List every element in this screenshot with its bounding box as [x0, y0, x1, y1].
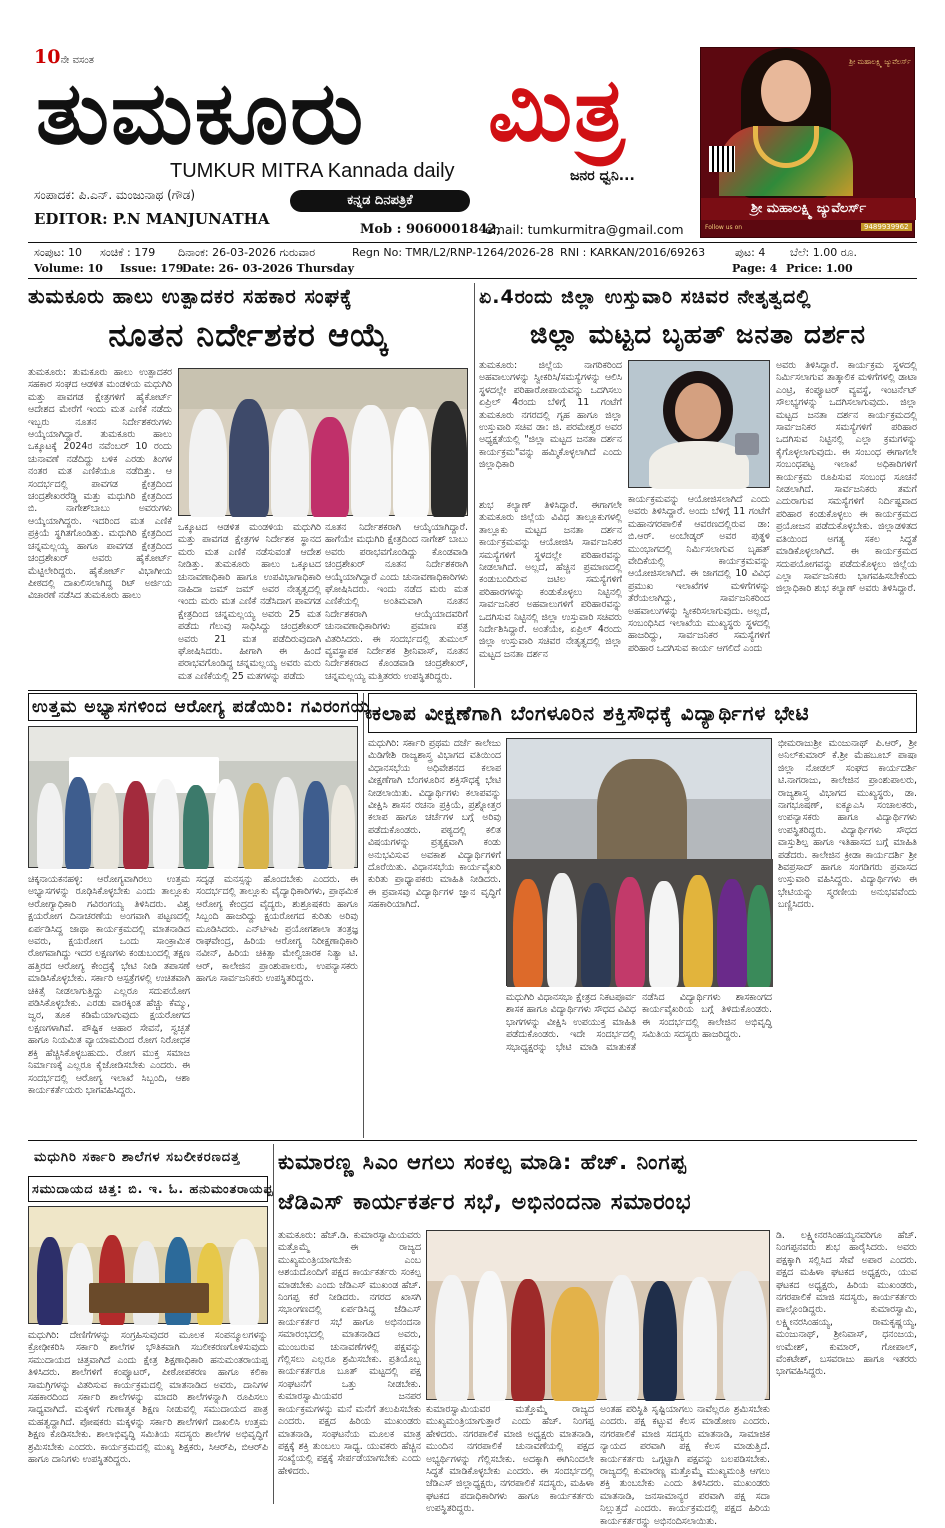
logo-red: ಮಿತ್ರ: [488, 58, 627, 161]
meta-issue-en: Issue: 179: [120, 262, 184, 275]
ad-follow: Follow us on: [705, 224, 743, 231]
story1-photo: [178, 368, 468, 516]
story1-col3: ನೂತನ ನಿರ್ದೇಶಕರಾಗಿ ಆಯ್ಕೆಯಾಗಿದ್ದಾರೆ. ಹಾಗೆಯೇ ಮಧುಗಿರಿ ಕ್ಷೇತ್ರದಿಂದ ನಾಗೇಶ್ ಬಾಬು ಅವರು ಪರಾಭವಗೊಂಡಿದ್ದು ಕೊಂಡವಾಡಿ ಚಂದ್ರಶೇಖರ್ ನೂತನ ನಿರ್ದೇಶಕರಾಗಿ ಆಯ್ಕೆಯಾಗಿದ್ದಾರೆ ಎಂದು ಚುನಾವಣಾಧಿಕಾರಿಗಳು ಘೋಷಿಸಿದರು. ಇಂದು ನಡೆದ ಮರು ಮತ ಎಣಿಕೆಯಲ್ಲಿ ಅಂತಿಮವಾಗಿ ನೂತನ ನಿರ್ದೇಶಕರಾಗಿ ಆಯ್ಕೆಯಾದವರಿಗೆ ಚುನಾವಣಾಧಿಕಾರಿಗಳು ಪ್ರಮಾಣ ಪತ್ರ ವಿತರಿಸಿದರು. ಈ ಸಂದರ್ಭದಲ್ಲಿ ತುಮುಲ್ ವ್ಯವಸ್ಥಾಪಕ ನಿರ್ದೇಶಕ ಶ್ರೀನಿವಾಸ್, ನೂತನ ನಿರ್ದೇಶಕರಾದ ಕೊಂಡವಾಡಿ ಚಂದ್ರಶೇಖರ್, ಚನ್ನಮಲ್ಲಯ್ಯ ಮತ್ತಿತರರು ಉಪಸ್ಥಿತರಿದ್ದರು.: [325, 522, 468, 682]
story6-col1: ತುಮಕೂರು: ಹೆಚ್.ಡಿ. ಕುಮಾರಸ್ವಾಮಿಯವರು ಮತ್ತೊಮ್ಮೆ ಈ ರಾಜ್ಯದ ಮುಖ್ಯಮಂತ್ರಿಯಾಗಬೇಕು ಎಂಬ ಆಶಯದೊಂದಿಗೆ ಪಕ್ಷದ ಕಾರ್ಯಕರ್ತರು ಸಂಕಲ್ಪ ಮಾಡಬೇಕು ಎಂದು ಜೆಡಿಎಸ್ ಮುಖಂಡ ಹೆಚ್. ನಿಂಗಪ್ಪ ಕರೆ ನೀಡಿದರು. ನಗರದ ಖಾಸಗಿ ಸಭಾಂಗಣದಲ್ಲಿ ಏರ್ಪಡಿಸಿದ್ದ ಜೆಡಿಎಸ್ ಕಾರ್ಯಕರ್ತರ ಸಭೆ ಹಾಗೂ ಅಭಿನಂದನಾ ಸಮಾರಂಭದಲ್ಲಿ ಮಾತನಾಡಿದ ಅವರು, ಮುಂಬರುವ ಚುನಾವಣೆಗಳಲ್ಲಿ ಪಕ್ಷವನ್ನು ಗೆಲ್ಲಿಸಲು ಎಲ್ಲರೂ ಶ್ರಮಿಸಬೇಕು. ಪ್ರತಿಯೊಬ್ಬ ಕಾರ್ಯಕರ್ತರೂ ಬೂತ್ ಮಟ್ಟದಲ್ಲಿ ಪಕ್ಷ ಸಂಘಟನೆಗೆ ಒತ್ತು ನೀಡಬೇಕು. ಕುಮಾರಸ್ವಾಮಿಯವರ ಜನಪರ ಕಾರ್ಯಕ್ರಮಗಳನ್ನು ಮನೆ ಮನೆಗೆ ತಲುಪಿಸಬೇಕು ಎಂದರು. ಪಕ್ಷದ ಹಿರಿಯ ಮುಖಂಡರು ಮಾತನಾಡಿ, ಸಂಘಟನೆಯ ಮೂಲಕ ಮಾತ್ರ ಪಕ್ಷಕ್ಕೆ ಶಕ್ತಿ ತುಂಬಲು ಸಾಧ್ಯ. ಯುವಕರು ಹೆಚ್ಚಿನ ಸಂಖ್ಯೆಯಲ್ಲಿ ಪಕ್ಷಕ್ಕೆ ಸೇರ್ಪಡೆಯಾಗಬೇಕು ಎಂದು ಹೇಳಿದರು.: [278, 1230, 421, 1477]
story2-col2b: ಕಾರ್ಯಕ್ರಮವನ್ನು ಆಯೋಜಿಸಲಾಗಿದೆ ಎಂದು ಅವರು ತಿಳಿಸಿದ್ದಾರೆ. ಅಂದು ಬೆಳಿಗ್ಗೆ 11 ಗಂಟೆಗೆ ಮಹಾನಗರಪಾಲಿಕೆ ಆವರಣದಲ್ಲಿರುವ ಡಾ: ಬಿ.ಆರ್. ಅಂಬೇಡ್ಕರ್ ಅವರ ಪುತ್ಥಳಿ ಮುಂಭಾಗದಲ್ಲಿ ನಿರ್ಮಿಸಲಾಗುವ ಬೃಹತ್ ವೇದಿಕೆಯಲ್ಲಿ ಕಾರ್ಯಕ್ರಮವನ್ನು ಆಯೋಜಿಸಲಾಗಿದೆ. ಈ ಜಾಗದಲ್ಲಿ 10 ವಿವಿಧ ಪ್ರಮುಖ ಇಲಾಖೆಗಳ ಮಳಿಗೆಗಳನ್ನು ತೆರೆಯಲಾಗಿದ್ದು, ಸಾರ್ವಜನಿಕರಿಂದ ಅಹವಾಲುಗಳನ್ನು ಸ್ವೀಕರಿಸಲಾಗುವುದು. ಅಲ್ಲದೆ, ಸಂಬಂಧಿಸಿದ ಇಲಾಖೆಯ ಮುಖ್ಯಸ್ಥರು ಸ್ಥಳದಲ್ಲಿ ಹಾಜರಿದ್ದು, ಸಾರ್ವಜನಿಕರ ಸಮಸ್ಯೆಗಳಿಗೆ ಪರಿಹಾರ ಒದಗಿಸುವ ಕಾರ್ಯ ಆಗಲಿದೆ ಎಂದು: [628, 494, 770, 654]
story4-col3: ಭೀಮರಾಜುಶ್ರೀ ಮಂಜುನಾಥ್ ಪಿ.ಆರ್, ಶ್ರೀ ಅನಿಲ್‌ಕುಮಾರ್ ಕೆ.ಶ್ರೀ ಮೆಹಬೂಬ್ ಪಾಷಾ ಜಿಲ್ಲಾ ನೋಡಲ್ ಸಂಘದ ಕಾರ್ಯದರ್ಶಿ ಟಿ.ನಾಗರಾಜು, ಕಾಲೇಜಿನ ಪ್ರಾಂಶುಪಾಲರು, ರಾಜ್ಯಶಾಸ್ತ್ರ ವಿಭಾಗದ ಮುಖ್ಯಸ್ಥರು, ಡಾ. ನಾಗಭೂಷಣ್, ಐಕ್ಯೂಎಸಿ ಸಂಚಾಲಕರು, ಉಪನ್ಯಾಸಕರು ಹಾಗೂ ವಿದ್ಯಾರ್ಥಿಗಳು ಉಪಸ್ಥಿತರಿದ್ದರು. ವಿದ್ಯಾರ್ಥಿಗಳು ಸೌಧದ ವಾಸ್ತುಶಿಲ್ಪ ಹಾಗೂ ಇತಿಹಾಸದ ಬಗ್ಗೆ ಮಾಹಿತಿ ಪಡೆದರು. ಕಾಲೇಜಿನ ಕ್ರೀಡಾ ಕಾರ್ಯದರ್ಶಿ ಶ್ರೀ ಶಿವಪ್ರಸಾದ್ ಹಾಗೂ ಸಂಗಡಿಗರು ಪ್ರವಾಸದ ಉಸ್ತುವಾರಿ ವಹಿಸಿದ್ದರು. ವಿದ್ಯಾರ್ಥಿಗಳು ಈ ಭೇಟಿಯನ್ನು ಸ್ಮರಣೀಯ ಅನುಭವವೆಂದು ಬಣ್ಣಿಸಿದರು.: [778, 738, 917, 911]
meta-page-en: Page: 4: [732, 262, 778, 275]
story1-headline: ನೂತನ ನಿರ್ದೇಶಕರ ಆಯ್ಕೆ: [108, 316, 390, 354]
meta-top-rule: [28, 242, 917, 243]
meta-price-kn: ಬೆಲೆ: 1.00 ರೂ.: [790, 246, 858, 259]
story2-col1b: ಶುಭ ಕಲ್ಯಾಣ್ ತಿಳಿಸಿದ್ದಾರೆ. ಈಗಾಗಲೇ ತುಮಕೂರು ಜಿಲ್ಲೆಯ ವಿವಿಧ ತಾಲ್ಲೂಕುಗಳಲ್ಲಿ ತಾಲ್ಲೂಕು ಮಟ್ಟದ ಜನತಾ ದರ್ಶನ ಕಾರ್ಯಕ್ರಮವನ್ನು ಆಯೋಜಿಸಿ ಸಾರ್ವಜನಿಕರ ಸಮಸ್ಯೆಗಳಿಗೆ ಸ್ಥಳದಲ್ಲೇ ಪರಿಹಾರವನ್ನು ನೀಡಲಾಗಿದೆ. ಅಲ್ಲದೆ, ಹೆಚ್ಚಿನ ಪ್ರಮಾಣದಲ್ಲಿ ಕಂಡುಬಂದಿರುವ ಜಟಿಲ ಸಮಸ್ಯೆಗಳಿಗೆ ಪರಿಹಾರಗಳನ್ನು ಕಂಡುಕೊಳ್ಳಲು ನಿಟ್ಟಿನಲ್ಲಿ ಸಾರ್ವಜನಿಕರ ಅಹವಾಲುಗಳಿಗೆ ಪರಿಹಾರವನ್ನು ಒದಗಿಸುವ ನಿಟ್ಟಿನಲ್ಲಿ ಜಿಲ್ಲಾ ಉಸ್ತುವಾರಿ ಸಚಿವರು ನಿರ್ದೇಶಿಸಿದ್ದಾರೆ. ಅಂತೆಯೇ, ಏಪ್ರಿಲ್ 4ರಂದು ಜಿಲ್ಲಾ ಉಸ್ತುವಾರಿ ಸಚಿವರ ನೇತೃತ್ವದಲ್ಲಿ ಜಿಲ್ಲಾ ಮಟ್ಟದ ಜನತಾ ದರ್ಶನ: [479, 500, 622, 660]
mob-number: Mob : 9060001842,: [360, 222, 501, 237]
meta-date-kn: ದಿನಾಂಕ: 26-03-2026 ಗುರುವಾರ: [178, 246, 316, 259]
divider-mid: [363, 693, 364, 1138]
meta-volume-kn: ಸಂಪುಟ: 10: [34, 246, 83, 259]
ad-phone: 9489939962: [861, 223, 912, 231]
meta-price-en: Price: 1.00: [786, 262, 853, 275]
ad-brand-bar: ಶ್ರೀ ಮಹಾಲಕ್ಷ್ಮಿ ಜ್ಯುವೆಲರ್ಸ್: [701, 198, 916, 220]
story1-col1: ತುಮಕೂರು: ತುಮಕೂರು ಹಾಲು ಉತ್ಪಾದಕರ ಸಹಕಾರ ಸಂಘದ ಆಡಳಿತ ಮಂಡಳಿಯ ಮಧುಗಿರಿ ಮತ್ತು ಪಾವಗಡ ಕ್ಷೇತ್ರಗಳಿಗೆ ಹೈಕೋರ್ಟ್ ಆದೇಶದ ಮೇರೆಗೆ ಇಂದು ಮತ ಎಣಿಕೆ ನಡೆದು ಇಬ್ಬರು ನೂತನ ನಿರ್ದೇಶಕರುಗಳು ಆಯ್ಕೆಯಾಗಿದ್ದಾರೆ. ತುಮಕೂರು ಹಾಲು ಒಕ್ಕೂಟಕ್ಕೆ 2024ರ ನವೆಂಬರ್ 10 ರಂದು ಚುನಾವಣೆ ನಡೆದಿದ್ದು ಬಳಿಕ ಎರಡು ತಿಂಗಳ ನಂತರ ಮತ ಎಣಿಕೆಯೂ ನಡೆದಿತ್ತು. ಆ ಸಂದರ್ಭದಲ್ಲಿ ಪಾವಗಡ ಕ್ಷೇತ್ರದಿಂದ ಚಂದ್ರಶೇಖರರೆಡ್ಡಿ ಮತ್ತು ಮಧುಗಿರಿ ಕ್ಷೇತ್ರದಿಂದ ಬಿ. ನಾಗೇಶ್‌ಬಾಬು ಅವರುಗಳು ಆಯ್ಕೆಯಾಗಿದ್ದರು. ಇದರಿಂದ ಮತ ಎಣಿಕೆ ಪ್ರಕ್ರಿಯೆ ಸ್ಥಗಿತಗೊಂಡಿತ್ತು. ಮಧುಗಿರಿ ಕ್ಷೇತ್ರದಿಂದ ಚನ್ನಮಲ್ಲಯ್ಯ ಹಾಗೂ ಪಾವಗಡ ಕ್ಷೇತ್ರದಿಂದ ಚಂದ್ರಶೇಖರ್ ಅವರು ಹೈಕೋರ್ಟ್ ಮೆಟ್ಟಿಲೇರಿದ್ದರು. ಹೈಕೋರ್ಟ್ ವಿಭಾಗೀಯ ಪೀಠದಲ್ಲಿ ದಾಖಲಿಸಲಾಗಿದ್ದ ರಿಟ್ ಅರ್ಜಿಯ ವಿಚಾರಣೆ ನಡೆಸಿದ ತುಮಕೂರು ಹಾಲು: [28, 367, 172, 602]
editor-en: EDITOR: P.N MANJUNATHA: [34, 210, 270, 228]
story5-kicker-visible: ಮಧುಗಿರಿ ಸರ್ಕಾರಿ ಶಾಲೆಗಳ ಸಬಲೀಕರಣದತ್ತ: [34, 1150, 241, 1165]
ad-model-face: [761, 60, 811, 122]
story4-photo: [506, 738, 772, 986]
meta-issue-kn: ಸಂಚಿಕೆ : 179: [100, 246, 156, 259]
story6-col3: ಅಂತಹ ಪರಿಸ್ಥಿತಿ ಸೃಷ್ಟಿಯಾಗಲು ನಾವೆಲ್ಲರೂ ಶ್ರಮಿಸಬೇಕು ಎಂದರು. ಪಕ್ಷ ಕಟ್ಟುವ ಕೆಲಸ ಮಾಡೋಣ ಎಂದರು. ನಗರಪಾಲಿಕೆ ಮಾಜಿ ಸದಸ್ಯರು ಮಾತನಾಡಿ, ಸಾಮಾಜಿಕ ನ್ಯಾಯದ ಪರವಾಗಿ ಪಕ್ಷ ಕೆಲಸ ಮಾಡುತ್ತಿದೆ. ಕಾರ್ಯಕರ್ತರು ಒಗ್ಗಟ್ಟಾಗಿ ಪಕ್ಷವನ್ನು ಬಲಪಡಿಸಬೇಕು. ರಾಜ್ಯದಲ್ಲಿ ಕುಮಾರಣ್ಣ ಮತ್ತೊಮ್ಮೆ ಮುಖ್ಯಮಂತ್ರಿ ಆಗಲು ಶಕ್ತಿ ತುಂಬಬೇಕು ಎಂದು ತಿಳಿಸಿದರು. ಮುಖಂಡರು ಮಾತನಾಡಿ, ಜನಸಾಮಾನ್ಯರ ಪರವಾಗಿ ಪಕ್ಷ ಸದಾ ನಿಲ್ಲುತ್ತದೆ ಎಂದರು. ಕಾರ್ಯಕ್ರಮದಲ್ಲಿ ಪಕ್ಷದ ಹಿರಿಯ ಕಾರ್ಯಕರ್ತರನ್ನು ಅಭಿನಂದಿಸಲಾಯಿತು.: [600, 1404, 770, 1527]
slogan: ಜನರ ಧ್ವನಿ...: [570, 168, 635, 184]
story5-headline: ಸಮುದಾಯದ ಚಿತ್ತ: ಬಿ. ಇ. ಓ. ಹನುಮಂತರಾಯಪ್ಪ: [32, 1181, 274, 1196]
meta-page-kn: ಪುಟ: 4: [735, 246, 766, 259]
story4-col2: ಮಧುಗಿರಿ ವಿಧಾನಸಭಾ ಕ್ಷೇತ್ರದ ನಿಕಟಪೂರ್ವ ಶಾಸಕ ಹಾಗೂ ವಿದ್ಯಾರ್ಥಿಗಳು ಸೌಧದ ವಿವಿಧ ಭಾಗಗಳನ್ನು ವೀಕ್ಷಿಸಿ ಉಪಯುಕ್ತ ಮಾಹಿತಿ ಪಡೆದುಕೊಂಡರು. ಇದೇ ಸಂದರ್ಭದಲ್ಲಿ ಸಭಾಧ್ಯಕ್ಷರನ್ನು ಭೇಟಿ ಮಾಡಿ ಮಾತುಕತೆ ನಡೆಸಿದ ವಿದ್ಯಾರ್ಥಿಗಳು ಶಾಸಕಾಂಗದ ಕಾರ್ಯವೈಖರಿಯ ಬಗ್ಗೆ ತಿಳಿದುಕೊಂಡರು. ಈ ಸಂದರ್ಭದಲ್ಲಿ ಕಾಲೇಜಿನ ಅಭಿವೃದ್ಧಿ ಸಮಿತಿಯ ಸದಸ್ಯರು ಹಾಜರಿದ್ದರು.: [506, 992, 772, 1053]
story2-kicker: ಏ.4ರಂದು ಜಿಲ್ಲಾ ಉಸ್ತುವಾರಿ ಸಚಿವರ ನೇತೃತ್ವದಲ್ಲಿ: [479, 286, 812, 308]
ad-brand-top: ಶ್ರೀ ಮಹಾಲಕ್ಷ್ಮಿ ಜ್ಯುವೆಲರ್ಸ್: [849, 58, 911, 66]
story4-col1: ಮಧುಗಿರಿ: ಸರ್ಕಾರಿ ಪ್ರಥಮ ದರ್ಜೆ ಕಾಲೇಜು ಮಿಡಿಗೇಶಿ ರಾಜ್ಯಶಾಸ್ತ್ರ ವಿಭಾಗದ ವತಿಯಿಂದ ವಿಧಾನಸಭೆಯ ಅಧಿವೇಶನದ ಕಲಾಪ ವೀಕ್ಷಣೆಗಾಗಿ ಬೆಂಗಳೂರಿನ ಶಕ್ತಿಸೌಧಕ್ಕೆ ಭೇಟಿ ನೀಡಲಾಯಿತು. ವಿದ್ಯಾರ್ಥಿಗಳು ಕಲಾಪವನ್ನು ವೀಕ್ಷಿಸಿ ಶಾಸನ ರಚನಾ ಪ್ರಕ್ರಿಯೆ, ಪ್ರಶ್ನೋತ್ತರ ಕಲಾಪ ಹಾಗೂ ಚರ್ಚೆಗಳ ಬಗ್ಗೆ ಅರಿವು ಪಡೆದುಕೊಂಡರು. ಪಠ್ಯದಲ್ಲಿ ಕಲಿತ ವಿಷಯಗಳನ್ನು ಪ್ರತ್ಯಕ್ಷವಾಗಿ ಕಂಡು ಅನುಭವಿಸುವ ಅವಕಾಶ ವಿದ್ಯಾರ್ಥಿಗಳಿಗೆ ದೊರೆಯಿತು. ವಿಧಾನಸಭೆಯ ಕಾರ್ಯವೈಖರಿ ಕುರಿತು ಪ್ರಾಧ್ಯಾಪಕರು ಮಾಹಿತಿ ನೀಡಿದರು. ಈ ಪ್ರವಾಸವು ವಿದ್ಯಾರ್ಥಿಗಳ ಜ್ಞಾನ ವೃದ್ಧಿಗೆ ಸಹಕಾರಿಯಾಗಿದೆ.: [368, 738, 501, 911]
divider-top: [474, 283, 475, 688]
volume-badge-suffix: ನೇ ವಸಂತ: [60, 55, 94, 66]
rule-mid1: [28, 690, 917, 691]
story2-headline: ಜಿಲ್ಲಾ ಮಟ್ಟದ ಬೃಹತ್ ಜನತಾ ದರ್ಶನ: [530, 320, 866, 350]
volume-badge-number: 10: [34, 46, 61, 68]
story2-col1a: ತುಮಕೂರು: ಜಿಲ್ಲೆಯ ನಾಗರಿಕರಿಂದ ಅಹವಾಲುಗಳನ್ನು ಸ್ವೀಕರಿಸಿ/ಸಮಸ್ಯೆಗಳನ್ನು ಆಲಿಸಿ ಸ್ಥಳದಲ್ಲೇ ಪರಿಹಾರೋಪಾಯವನ್ನು ಒದಗಿಸಲು ಏಪ್ರಿಲ್ 4ರಂದು ಬೆಳಿಗ್ಗೆ 11 ಗಂಟೆಗೆ ತುಮಕೂರು ನಗರದಲ್ಲಿ ಗೃಹ ಹಾಗೂ ಜಿಲ್ಲಾ ಉಸ್ತುವಾರಿ ಸಚಿವ ಡಾ: ಜಿ. ಪರಮೇಶ್ವರ ಅವರ ಅಧ್ಯಕ್ಷತೆಯಲ್ಲಿ "ಜಿಲ್ಲಾ ಮಟ್ಟದ ಜನತಾ ದರ್ಶನ ಕಾರ್ಯಕ್ರಮ"ವನ್ನು ಹಮ್ಮಿಕೊಳ್ಳಲಾಗಿದೆ ಎಂದು ಜಿಲ್ಲಾಧಿಕಾರಿ: [479, 360, 622, 471]
story6-headline: ಜೆಡಿಎಸ್ ಕಾರ್ಯಕರ್ತರ ಸಭೆ, ಅಭಿನಂದನಾ ಸಮಾರಂಭ: [278, 1190, 692, 1215]
meta-date-en: Date: 26- 03-2026 Thursday: [182, 262, 355, 275]
daily-badge: ಕನ್ನಡ ದಿನಪತ್ರಿಕೆ: [290, 190, 470, 212]
rule-mid2: [28, 1140, 917, 1141]
story1-kicker: ತುಮಕೂರು ಹಾಲು ಉತ್ಪಾದಕರ ಸಹಕಾರ ಸಂಘಕ್ಕೆ: [28, 285, 353, 308]
story5-col1: ಮಧುಗಿರಿ: ದೇಣಿಗೆಗಳನ್ನು ಸಂಗ್ರಹಿಸುವುದರ ಮೂಲಕ ಸಂಪನ್ಮೂಲಗಳನ್ನು ಕ್ರೋಢೀಕರಿಸಿ ಸರ್ಕಾರಿ ಶಾಲೆಗಳ ಭೌತಿಕವಾಗಿ ಸಬಲೀಕರಣಗೊಳಿಸುವುದು ಸಮುದಾಯದ ಚಿತ್ತವಾಗಿದೆ ಎಂದು ಕ್ಷೇತ್ರ ಶಿಕ್ಷಣಾಧಿಕಾರಿ ಹನುಮಂತರಾಯಪ್ಪ ತಿಳಿಸಿದರು. ಶಾಲೆಗಳಿಗೆ ಕಂಪ್ಯೂಟರ್, ಪೀಠೋಪಕರಣ ಹಾಗೂ ಕಲಿಕಾ ಸಾಮಗ್ರಿಗಳನ್ನು ವಿತರಿಸುವ ಕಾರ್ಯಕ್ರಮದಲ್ಲಿ ಮಾತನಾಡಿದ ಅವರು, ದಾನಿಗಳ ಸಹಕಾರದಿಂದ ಸರ್ಕಾರಿ ಶಾಲೆಗಳನ್ನು ಮಾದರಿ ಶಾಲೆಗಳನ್ನಾಗಿ ರೂಪಿಸಲು ಸಾಧ್ಯವಾಗಿದೆ. ಮಕ್ಕಳಿಗೆ ಗುಣಾತ್ಮಕ ಶಿಕ್ಷಣ ನೀಡುವಲ್ಲಿ ಸಮುದಾಯದ ಪಾತ್ರ ಮಹತ್ವದ್ದಾಗಿದೆ. ಪೋಷಕರು ಮಕ್ಕಳನ್ನು ಸರ್ಕಾರಿ ಶಾಲೆಗಳಿಗೆ ದಾಖಲಿಸಿ ಉತ್ತಮ ಶಿಕ್ಷಣ ಕೊಡಿಸಬೇಕು. ಶಾಲಾಭಿವೃದ್ಧಿ ಸಮಿತಿಯ ಸದಸ್ಯರು ಶಾಲೆಗಳ ಅಭಿವೃದ್ಧಿಗೆ ಶ್ರಮಿಸಬೇಕು ಎಂದರು. ಕಾರ್ಯಕ್ರಮದಲ್ಲಿ ಮುಖ್ಯ ಶಿಕ್ಷಕರು, ಸಿಆರ್‌ಪಿ, ಬಿಆರ್‌ಪಿ ಹಾಗೂ ದಾನಿಗಳು ಉಪಸ್ಥಿತರಿದ್ದರು.: [28, 1330, 268, 1466]
story3-col2: ಸದೃಢ ಮನಸ್ಸನ್ನು ಹೊಂದಬೇಕು ಎಂದರು. ಈ ಸಂದರ್ಭದಲ್ಲಿ ತಾಲ್ಲೂಕು ವೈದ್ಯಾಧಿಕಾರಿಗಳು, ಪ್ರಾಥಮಿಕ ಆರೋಗ್ಯ ಕೇಂದ್ರದ ವೈದ್ಯರು, ಶುಶ್ರೂಷಕರು ಹಾಗೂ ಸಿಬ್ಬಂದಿ ಹಾಜರಿದ್ದು ಕ್ಷಯರೋಗದ ಕುರಿತು ಅರಿವು ಮೂಡಿಸಿದರು. ಎನ್‌ಟಿಇಪಿ ಪ್ರಯೋಗಶಾಲಾ ತಂತ್ರಜ್ಞ ರಾಘವೇಂದ್ರ, ಹಿರಿಯ ಆರೋಗ್ಯ ನಿರೀಕ್ಷಣಾಧಿಕಾರಿ ನವೀನ್, ಹಿರಿಯ ಚಿಕಿತ್ಸಾ ಮೇಲ್ವಿಚಾರಕ ನಿತ್ಯಾ ಟಿ. ಆರ್, ಕಾಲೇಜಿನ ಪ್ರಾಂಶುಪಾಲರು, ಉಪನ್ಯಾಸಕರು ಹಾಗೂ ಸಾರ್ವಜನಿಕರು ಉಪಸ್ಥಿತರಿದ್ದರು.: [196, 874, 358, 985]
story6-kicker: ಕುಮಾರಣ್ಣ ಸಿಎಂ ಆಗಲು ಸಂಕಲ್ಪ ಮಾಡಿ: ಹೆಚ್. ನಿಂಗಪ್ಪ: [278, 1150, 687, 1174]
story3-photo: [28, 726, 358, 868]
logo-black: ತುಮಕೂರು: [36, 64, 366, 164]
qr-code-icon: [709, 146, 735, 172]
english-name: TUMKUR MITRA Kannada daily: [170, 160, 455, 182]
story6-photo: [426, 1230, 770, 1400]
story2-col3: ಅವರು ತಿಳಿಸಿದ್ದಾರೆ. ಕಾರ್ಯಕ್ರಮ ಸ್ಥಳದಲ್ಲಿ ನಿರ್ಮಿಸಲಾಗುವ ತಾತ್ಕಾಲಿಕ ಮಳಿಗೆಗಳಲ್ಲಿ ಡಾಟಾ ಎಂಟ್ರಿ, ಕಂಪ್ಯೂಟರ್ ವ್ಯವಸ್ಥೆ, ಇಂಟರ್ನೆಟ್ ಸೌಲಭ್ಯಗಳನ್ನು ಒದಗಿಸಲಾಗುವುದು. ಜಿಲ್ಲಾ ಮಟ್ಟದ ಜನತಾ ದರ್ಶನ ಕಾರ್ಯಕ್ರಮದಲ್ಲಿ ಸಾರ್ವಜನಿಕರ ಸಮಸ್ಯೆಗಳಿಗೆ ಪರಿಹಾರ ಒದಗಿಸುವ ನಿಟ್ಟಿನಲ್ಲಿ ಎಲ್ಲಾ ಕ್ರಮಗಳನ್ನು ಕೈಗೊಳ್ಳಲಾಗುವುದು. ಈ ಸಂಬಂಧ ಈಗಾಗಲೇ ಸಂಬಂಧಪಟ್ಟ ಇಲಾಖೆ ಅಧಿಕಾರಿಗಳಿಗೆ ಕಾರ್ಯಕ್ರಮ ರೂಪಿಸುವ ಸಂಬಂಧ ಸೂಚನೆ ನೀಡಲಾಗಿದೆ. ಸಾರ್ವಜನಿಕರು ತಮಗೆ ಎದುರಾಗುವ ಸಮಸ್ಯೆಗಳಿಗೆ ನಿರ್ದಿಷ್ಟವಾದ ಪರಿಹಾರ ಕಂಡುಕೊಳ್ಳಲು ಈ ಕಾರ್ಯಕ್ರಮದ ಪ್ರಯೋಜನ ಪಡೆದುಕೊಳ್ಳಬೇಕು. ಜಿಲ್ಲಾಡಳಿತದ ವತಿಯಿಂದ ಅಗತ್ಯ ಸಕಲ ಸಿದ್ಧತೆ ಮಾಡಿಕೊಳ್ಳಲಾಗಿದೆ. ಈ ಕಾರ್ಯಕ್ರಮದ ಸದುಪಯೋಗವನ್ನು ಪಡೆದುಕೊಳ್ಳಲು ಜಿಲ್ಲೆಯ ಎಲ್ಲಾ ಸಾರ್ವಜನಿಕರು ಭಾಗವಹಿಸಬೇಕೆಂದು ಜಿಲ್ಲಾಧಿಕಾರಿ ಶುಭ ಕಲ್ಯಾಣ್ ಅವರು ತಿಳಿಸಿದ್ದಾರೆ.: [776, 360, 917, 595]
story5-photo: [28, 1206, 268, 1324]
story2-photo: [628, 360, 770, 488]
meta-volume-en: Volume: 10: [34, 262, 103, 275]
jewellery-ad[interactable]: [700, 47, 915, 238]
meta-rni: RNI : KARKAN/2016/69263: [560, 246, 706, 259]
meta-regn: Regn No: TMR/L2/RNP-1264/2026-28: [352, 246, 554, 259]
email: email: tumkurmitra@gmail.com: [485, 222, 684, 237]
story1-col2: ಒಕ್ಕೂಟದ ಆಡಳಿತ ಮಂಡಳಿಯ ಮಧುಗಿರಿ ಮತ್ತು ಪಾವಗಡ ಕ್ಷೇತ್ರಗಳ ನಿರ್ದೇಶಕ ಸ್ಥಾನದ ಮರು ಮತ ಎಣಿಕೆ ನಡೆಸುವಂತೆ ಆದೇಶ ನೀಡಿತ್ತು. ತುಮಕೂರು ಹಾಲು ಒಕ್ಕೂಟದ ಚುನಾವಣಾಧಿಕಾರಿ ಹಾಗೂ ಉಪವಿಭಾಗಾಧಿಕಾರಿ ನಾಹಿದಾ ಜಮ್ ಜಮ್ ಅವರ ನೇತೃತ್ವದಲ್ಲಿ ಇಂದು ಮರು ಮತ ಎಣಿಕೆ ನಡೆಸಿದಾಗ ಪಾವಗಡ ಕ್ಷೇತ್ರದಿಂದ ಚನ್ನಮಲ್ಲಯ್ಯ ಅವರು 25 ಮತ ಪಡೆದು ಗೆಲುವು ಸಾಧಿಸಿದ್ದು ಚಂದ್ರಶೇಖರ್ ಅವರು 21 ಮತ ಪಡೆದಿರುವುದಾಗಿ ಘೋಷಿಸಿದರು. ಹೀಗಾಗಿ ಈ ಹಿಂದೆ ಪರಾಭವಗೊಂಡಿದ್ದ ಚನ್ನಮಲ್ಲಯ್ಯ ಅವರು ಮರು ಮತ ಎಣಿಕೆಯಲ್ಲಿ 25 ಮತಗಳನ್ನು ಪಡೆದು: [178, 522, 321, 682]
meta-bottom-rule: [28, 278, 917, 279]
story6-col2: ಕುಮಾರಸ್ವಾಮಿಯವರ ಮತ್ತೊಮ್ಮೆ ರಾಜ್ಯದ ಮುಖ್ಯಮಂತ್ರಿಯಾಗುತ್ತಾರೆ ಎಂದು ಹೆಚ್. ನಿಂಗಪ್ಪ ಹೇಳಿದರು. ನಗರಪಾಲಿಕೆ ಮಾಜಿ ಅಧ್ಯಕ್ಷರು ಮಾತನಾಡಿ, ಮುಂದಿನ ನಗರಪಾಲಿಕೆ ಚುನಾವಣೆಯಲ್ಲಿ ಪಕ್ಷದ ಅಭ್ಯರ್ಥಿಗಳನ್ನು ಗೆಲ್ಲಿಸಬೇಕು. ಅದಕ್ಕಾಗಿ ಈಗಿನಿಂದಲೇ ಸಿದ್ಧತೆ ಮಾಡಿಕೊಳ್ಳಬೇಕು ಎಂದರು. ಈ ಸಂದರ್ಭದಲ್ಲಿ ಜೆಡಿಎಸ್ ಜಿಲ್ಲಾಧ್ಯಕ್ಷರು, ನಗರಪಾಲಿಕೆ ಸದಸ್ಯರು, ಮಹಿಳಾ ಘಟಕದ ಪದಾಧಿಕಾರಿಗಳು ಹಾಗೂ ಕಾರ್ಯಕರ್ತರು ಉಪಸ್ಥಿತರಿದ್ದರು.: [426, 1404, 594, 1515]
story3-col1: ಚಿಕ್ಕನಾಯಕನಹಳ್ಳಿ: ಆರೋಗ್ಯವಾಗಿರಲು ಉತ್ತಮ ಅಭ್ಯಾಸಗಳನ್ನು ರೂಢಿಸಿಕೊಳ್ಳಬೇಕು ಎಂದು ತಾಲ್ಲೂಕು ಆರೋಗ್ಯಾಧಿಕಾರಿ ಗವಿರಂಗಯ್ಯ ತಿಳಿಸಿದರು. ವಿಶ್ವ ಕ್ಷಯರೋಗ ದಿನಾಚರಣೆಯ ಅಂಗವಾಗಿ ಪಟ್ಟಣದಲ್ಲಿ ಏರ್ಪಡಿಸಿದ್ದ ಜಾಥಾ ಕಾರ್ಯಕ್ರಮದಲ್ಲಿ ಮಾತನಾಡಿದ ಅವರು, ಕ್ಷಯರೋಗ ಒಂದು ಸಾಂಕ್ರಾಮಿಕ ರೋಗವಾಗಿದ್ದು ಇದರ ಲಕ್ಷಣಗಳು ಕಂಡುಬಂದಲ್ಲಿ ತಕ್ಷಣ ಹತ್ತಿರದ ಆರೋಗ್ಯ ಕೇಂದ್ರಕ್ಕೆ ಭೇಟಿ ನೀಡಿ ತಪಾಸಣೆ ಮಾಡಿಸಿಕೊಳ್ಳಬೇಕು. ಸರ್ಕಾರಿ ಆಸ್ಪತ್ರೆಗಳಲ್ಲಿ ಉಚಿತವಾಗಿ ಚಿಕಿತ್ಸೆ ನೀಡಲಾಗುತ್ತಿದ್ದು ಎಲ್ಲರೂ ಸದುಪಯೋಗ ಪಡಿಸಿಕೊಳ್ಳಬೇಕು. ಎರಡು ವಾರಕ್ಕಿಂತ ಹೆಚ್ಚು ಕೆಮ್ಮು, ಜ್ವರ, ತೂಕ ಕಡಿಮೆಯಾಗುವುದು ಕ್ಷಯರೋಗದ ಲಕ್ಷಣಗಳಾಗಿವೆ. ಪೌಷ್ಟಿಕ ಆಹಾರ ಸೇವನೆ, ಸ್ವಚ್ಛತೆ ಹಾಗೂ ನಿಯಮಿತ ವ್ಯಾಯಾಮದಿಂದ ರೋಗ ನಿರೋಧಕ ಶಕ್ತಿ ಹೆಚ್ಚಿಸಿಕೊಳ್ಳಬಹುದು. ರೋಗ ಮುಕ್ತ ಸಮಾಜ ನಿರ್ಮಾಣಕ್ಕೆ ಎಲ್ಲರೂ ಕೈಜೋಡಿಸಬೇಕು ಎಂದರು. ಈ ಸಂದರ್ಭದಲ್ಲಿ ಆರೋಗ್ಯ ಇಲಾಖೆ ಸಿಬ್ಬಂದಿ, ಆಶಾ ಕಾರ್ಯಕರ್ತೆಯರು ಭಾಗವಹಿಸಿದ್ದರು.: [28, 874, 190, 1096]
story4-headline: ಕಲಾಪ ವೀಕ್ಷಣೆಗಾಗಿ ಬೆಂಗಳೂರಿನ ಶಕ್ತಿಸೌಧಕ್ಕೆ ವಿದ್ಯಾರ್ಥಿಗಳ ಭೇಟಿ: [372, 701, 810, 725]
divider-bottom: [273, 1144, 274, 1504]
editor-kn: ಸಂಪಾದಕ: ಪಿ.ಎನ್. ಮಂಜುನಾಥ (ಗೌಡ): [34, 188, 196, 202]
story3-headline: ಉತ್ತಮ ಅಭ್ಯಾಸಗಳಿಂದ ಆರೋಗ್ಯ ಪಡೆಯಿರಿ: ಗವಿರಂಗಯ್ಯ: [32, 697, 373, 717]
story6-col4: ಡಿ. ಲಕ್ಷ್ಮೀನರಸಿಂಹಯ್ಯನವರಿಗೂ ಹೆಚ್. ನಿಂಗಪ್ಪನವರು ಶುಭ ಹಾರೈಸಿದರು. ಅವರು ಪಕ್ಷಕ್ಕಾಗಿ ಸಲ್ಲಿಸಿದ ಸೇವೆ ಅಪಾರ ಎಂದರು. ಪಕ್ಷದ ಮಹಿಳಾ ಘಟಕದ ಅಧ್ಯಕ್ಷರು, ಯುವ ಘಟಕದ ಅಧ್ಯಕ್ಷರು, ಹಿರಿಯ ಮುಖಂಡರು, ನಗರಪಾಲಿಕೆ ಮಾಜಿ ಸದಸ್ಯರು, ಕಾರ್ಯಕರ್ತರು ಪಾಲ್ಗೊಂಡಿದ್ದರು. ಕುಮಾರಸ್ವಾಮಿ, ಲಕ್ಷ್ಮೀನರಸಿಂಹಯ್ಯ, ರಾಮಕೃಷ್ಣಯ್ಯ, ಮಂಜುನಾಥ್, ಶ್ರೀನಿವಾಸ್, ಧನಂಜಯ, ಉಮೇಶ್, ಕುಮಾರ್, ಗೋಪಾಲ್, ವೆಂಕಟೇಶ್, ಬಸವರಾಜು ಹಾಗೂ ಇತರರು ಭಾಗವಹಿಸಿದ್ದರು.: [776, 1230, 917, 1378]
